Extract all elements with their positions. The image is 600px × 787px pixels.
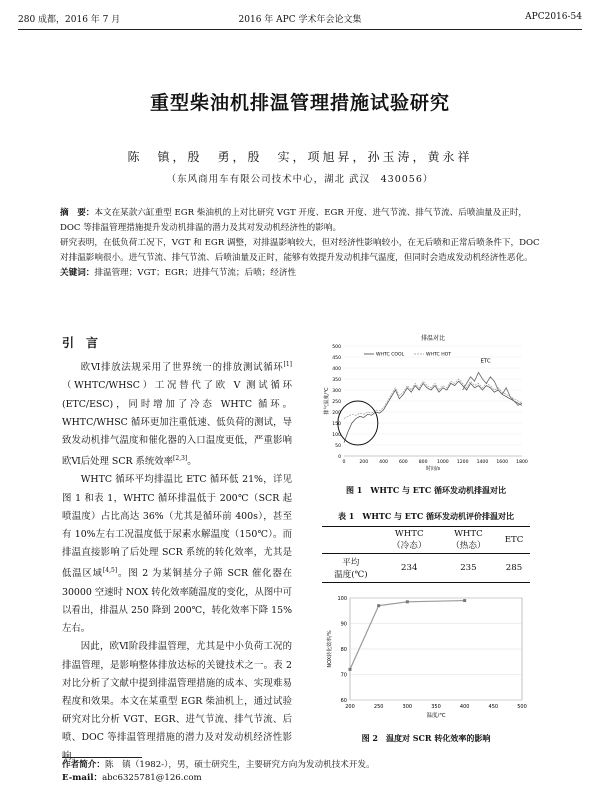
- x-axis-label: 温度/℃: [426, 713, 446, 719]
- series-line: [350, 601, 465, 670]
- col-sublabel: （热态）: [451, 541, 486, 551]
- abstract-para-2: 研究表明，在低负荷工况下，VGT 和 EGR 调整，对排温影响较大，但对经济性影响较小，在无后喷和正常后喷条件下，DOC 对排温影响很小。进气节流、排气节流、后喷油量及正时，能够有效提升发动机排气温度，但同时会造成发动机经济性恶化。: [60, 238, 540, 263]
- data-point: [463, 599, 466, 602]
- table-1-caption: 表 1 WHTC 与 ETC 循环发动机评价排温对比: [338, 511, 514, 521]
- y-tick-label: 400: [332, 366, 341, 372]
- series-line-etc: [463, 372, 522, 405]
- y-tick-label: 80: [340, 647, 347, 653]
- chart-title: 排温对比: [420, 335, 446, 342]
- x-tick-label: 600: [398, 460, 408, 465]
- author-bio: [62, 759, 375, 772]
- figure-2-caption: 图 2 温度对 SCR 转化效率的影响: [361, 733, 491, 743]
- y-tick-label: 100: [332, 432, 341, 438]
- abstract-text-1: 本文在某款六缸重型 EGR 柴油机的上对比研究 VGT 开度、EGR 开度、进气节流、排气节流、后喷油量及正时，DOC 等排温管理措施提升发动机排温的潜力及其对发动机经济性的影响。: [60, 208, 528, 233]
- abstract-para-1: [60, 206, 544, 236]
- col-sublabel: （冷态）: [392, 541, 427, 551]
- keywords-para: [60, 266, 544, 281]
- x-tick-label: 300: [402, 704, 413, 710]
- keywords-label: 关键词：: [60, 268, 95, 278]
- legend-label: WHTC COOL: [376, 352, 405, 358]
- y-axis-label: NOX转化效率/%: [327, 630, 333, 668]
- section-heading-intro: 引言: [62, 336, 111, 350]
- x-tick-label: 350: [431, 704, 441, 710]
- affiliation: （东风商用车有限公司技术中心，湖北 武汉 430056）: [166, 174, 434, 185]
- intro-para-1: [62, 356, 292, 471]
- etc-annotation: ETC: [480, 358, 491, 365]
- y-tick-label: 200: [332, 410, 341, 416]
- figure-2-chart: [322, 592, 530, 722]
- table-cell: 234: [380, 554, 439, 583]
- table-col-whtc-hot: [439, 527, 498, 554]
- data-point: [377, 604, 380, 607]
- header-page-location: 280 成都，2016 年 7 月: [18, 15, 121, 25]
- intro-p1-b: （WHTC/WHSC）工况替代了欧 V 测试循环(ETC/ESC)，同时增加了冷态 WHTC 循环。WHTC/WHSC 循环更加注重低速、低负荷的测试，导致发动机排气温度和催化器的入口温度更低，严重影响欧Ⅵ后处理 SCR 系统效率: [62, 380, 292, 468]
- intro-para-3: 因此，欧Ⅵ阶段排温管理，尤其是中小负荷工况的排温管理，是影响整体排放达标的关键技术之一。表 2 对比分析了文献中提到排温管理措施的成本、实现难易程度和效果。本文在某重型 EGR 柴油机上，通过试验研究对比分析 VGT、EGR、进气节流、排气节流、后喷、DOC 等排温管理措施的潜力及对发动机经济性影响。: [62, 641, 292, 762]
- header-paper-id: APC2016-54: [525, 12, 582, 22]
- x-tick-label: 1000: [437, 460, 449, 465]
- x-tick-label: 250: [373, 704, 384, 710]
- legend-label: WHTC HOT: [426, 352, 452, 358]
- intro-p1-c: 。: [187, 456, 197, 468]
- table-col-whtc-cold: [380, 527, 439, 554]
- ref-4-5[interactable]: [4,5]: [102, 567, 118, 575]
- row-label: 平均: [342, 558, 360, 568]
- x-axis-label: 时间/s: [425, 466, 441, 472]
- y-tick-label: 350: [332, 377, 341, 383]
- y-tick-label: 100: [337, 596, 347, 602]
- keywords-text: 排温管理；VGT；EGR；进排气节流；后喷；经济性: [94, 268, 297, 278]
- table-corner: [322, 527, 380, 554]
- y-tick-label: 250: [332, 399, 341, 405]
- x-tick-label: 400: [379, 460, 388, 465]
- intro-body: [62, 356, 292, 766]
- data-point: [349, 668, 352, 671]
- x-tick-label: 1200: [456, 460, 469, 465]
- table-row: [322, 554, 530, 583]
- intro-para-2: [62, 471, 292, 638]
- x-tick-label: 200: [345, 704, 355, 710]
- y-tick-label: 450: [332, 355, 341, 361]
- figure-1-caption: 图 1 WHTC 与 ETC 循环发动机排温对比: [346, 485, 506, 495]
- footnote: [62, 759, 375, 785]
- page-header: [18, 12, 582, 26]
- x-tick-label: 1800: [516, 460, 528, 465]
- intro-p2-b: 。图 2 为某铜基分子筛 SCR 催化器在 30000 空速时 NOX 转化效率随温度的变化，从图中可以看出，排温从 250 降到 200℃，转化效率下降 15%左右。: [62, 568, 292, 635]
- author-list: 陈 镇，殷 勇，殷 实，项旭昇，孙玉涛，黄永祥: [127, 150, 473, 164]
- y-tick-label: 90: [340, 621, 347, 628]
- x-tick-label: 200: [359, 460, 369, 465]
- y-tick-label: 0: [338, 454, 341, 460]
- author-bio-text: 陈 镇（1982-），男，硕士研究生，主要研究方向为发动机技术开发。: [104, 760, 375, 770]
- y-tick-label: 500: [332, 344, 341, 350]
- table-col-etc: ETC: [498, 527, 530, 554]
- x-tick-label: 1400: [476, 460, 489, 465]
- table-cell: 235: [439, 554, 498, 583]
- row-sublabel: 温度(℃): [334, 570, 368, 580]
- figure-1-chart: [322, 332, 530, 480]
- y-tick-label: 300: [332, 388, 341, 394]
- footnote-divider: [62, 757, 142, 758]
- author-bio-label: 作者简介：: [62, 760, 105, 770]
- x-tick-label: 0: [342, 460, 346, 465]
- col-label: WHTC: [394, 529, 424, 539]
- y-tick-label: 50: [335, 443, 341, 449]
- ref-2-3[interactable]: [2,3]: [173, 455, 188, 463]
- email-label: E-mail：: [62, 773, 103, 783]
- x-tick-label: 1600: [496, 460, 509, 465]
- abstract-label: 摘 要：: [60, 208, 95, 218]
- table-row-label: [322, 554, 380, 583]
- x-tick-label: 500: [517, 704, 527, 710]
- header-divider: [18, 29, 582, 30]
- x-tick-label: 800: [418, 460, 428, 465]
- abstract: [60, 206, 544, 281]
- data-point: [406, 600, 409, 603]
- intro-p2-a: WHTC 循环平均排温比 ETC 循环低 21%，详见图 1 和表 1，WHTC 循环排温低于 200℃（SCR 起喷温度）占比高达 36%（尤其是循环前 400s），甚至有 10%左右工况温度低于尿素水解温度（150℃）。而排温直接影响了后处理 SCR 系统的转化效率，尤其是低温区域: [62, 474, 292, 580]
- col-label: WHTC: [454, 529, 483, 539]
- email-link[interactable]: abc6325781@126.com: [102, 773, 202, 783]
- table-header-row: [322, 527, 530, 554]
- x-tick-label: 450: [488, 704, 499, 710]
- paper-title: 重型柴油机排温管理措施试验研究: [149, 92, 450, 114]
- y-tick-label: 70: [340, 672, 347, 679]
- header-proceedings: 2016 年 APC 学术年会论文集: [238, 15, 362, 25]
- table-cell: 285: [498, 554, 530, 583]
- table-1: [322, 526, 530, 583]
- email-line: [62, 772, 375, 785]
- y-tick-label: 60: [340, 698, 347, 704]
- y-tick-label: 150: [332, 421, 341, 427]
- ref-1[interactable]: [1]: [283, 361, 292, 368]
- y-axis-label: 排气温度/℃: [324, 387, 330, 415]
- series-line-whtc-hot: [344, 379, 522, 419]
- x-tick-label: 400: [459, 704, 470, 710]
- intro-p1-a: 欧Ⅵ排放法规采用了世界统一的排放测试循环: [80, 362, 284, 374]
